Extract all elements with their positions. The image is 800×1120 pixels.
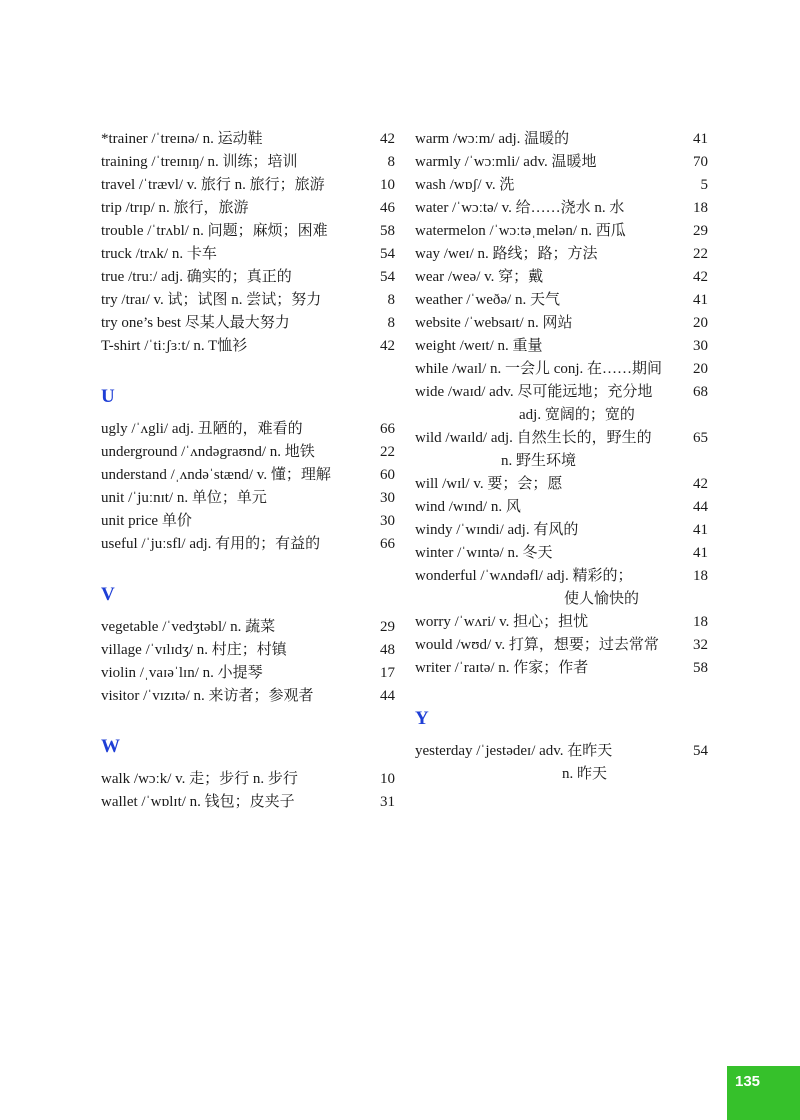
- entry-continuation: n. 野生环境: [501, 453, 577, 469]
- entry-text: ugly /ˈʌgli/ adj. 丑陋的，难看的: [101, 421, 303, 437]
- glossary-entry: [415, 496, 708, 519]
- entry-text: truck /trʌk/ n. 卡车: [101, 246, 217, 262]
- glossary-entry: [101, 791, 395, 814]
- entry-text: travel /ˈtrævl/ v. 旅行 n. 旅行；旅游: [101, 177, 325, 193]
- entry-text: wild /waɪld/ adj. 自然生长的，野生的: [415, 430, 652, 446]
- entry-text: violin /ˌvaɪəˈlɪn/ n. 小提琴: [101, 665, 263, 681]
- glossary-left-column: [101, 128, 395, 814]
- entry-text: website /ˈwebsaɪt/ n. 网站: [415, 315, 573, 331]
- t-entries-list: [101, 128, 395, 358]
- entry-page: 5: [700, 177, 708, 193]
- entry-text: try one’s best 尽某人最大努力: [101, 315, 290, 331]
- glossary-entry: [415, 312, 708, 335]
- entry-page: 68: [693, 384, 708, 400]
- entry-text: warm /wɔːm/ adj. 温暖的: [415, 131, 570, 147]
- page-number-tab: [727, 1066, 800, 1120]
- entry-text: walk /wɔːk/ v. 走；步行 n. 步行: [101, 771, 298, 787]
- entry-text: water /ˈwɔːtə/ v. 给……浇水 n. 水: [415, 200, 625, 216]
- glossary-entry: [101, 768, 395, 791]
- entry-text: trip /trɪp/ n. 旅行，旅游: [101, 200, 249, 216]
- entry-text: training /ˈtreɪnɪŋ/ n. 训练；培训: [101, 154, 298, 170]
- glossary-entry: [101, 510, 395, 533]
- entry-text: true /truː/ adj. 确实的；真正的: [101, 269, 292, 285]
- w-entries-list: [101, 768, 395, 814]
- entry-text: wonderful /ˈwʌndəfl/ adj. 精彩的；: [415, 568, 633, 584]
- glossary-entry: [415, 151, 708, 174]
- w-entries-list-right: [415, 128, 708, 381]
- glossary-entry: [101, 243, 395, 266]
- entry-page: 22: [693, 246, 708, 262]
- glossary-entry: [101, 220, 395, 243]
- u-entries-list: [101, 418, 395, 556]
- glossary-entry: [101, 266, 395, 289]
- entry-text-block: [415, 565, 691, 611]
- glossary-entry: [101, 289, 395, 312]
- glossary-entry: [101, 312, 395, 335]
- entry-text: useful /ˈjuːsfl/ adj. 有用的；有益的: [101, 536, 321, 552]
- entry-page: 18: [693, 614, 708, 630]
- section-heading-w: W: [101, 736, 120, 757]
- glossary-entry: [101, 464, 395, 487]
- glossary-entry: [101, 128, 395, 151]
- glossary-entry: [415, 128, 708, 151]
- glossary-entry: [415, 542, 708, 565]
- entry-page: 41: [693, 131, 708, 147]
- entry-page: 58: [380, 223, 395, 239]
- entry-text: worry /ˈwʌri/ v. 担心；担忧: [415, 614, 589, 630]
- v-entries-list: [101, 616, 395, 708]
- entry-text: unit /ˈjuːnɪt/ n. 单位；单元: [101, 490, 267, 506]
- entry-page: 10: [380, 177, 395, 193]
- entry-page: 66: [380, 421, 395, 437]
- glossary-entry: [101, 616, 395, 639]
- entry-page: 54: [380, 246, 395, 262]
- glossary-entry: [415, 657, 708, 680]
- entry-text: village /ˈvɪlɪdʒ/ n. 村庄；村镇: [101, 642, 287, 658]
- entry-page: 48: [380, 642, 395, 658]
- entry-page: 41: [693, 545, 708, 561]
- entry-page: 18: [693, 568, 708, 584]
- entry-page: 30: [380, 513, 395, 529]
- glossary-entry: [101, 685, 395, 708]
- glossary-entry: [101, 441, 395, 464]
- entry-page: 58: [693, 660, 708, 676]
- entry-text: unit price 单价: [101, 513, 192, 529]
- entry-text: wide /waɪd/ adv. 尽可能远地；充分地: [415, 384, 653, 400]
- entry-page: 29: [693, 223, 708, 239]
- entry-text: winter /ˈwɪntə/ n. 冬天: [415, 545, 553, 561]
- section-heading-u: U: [101, 386, 115, 407]
- w-entries-list-right-2: [415, 473, 708, 565]
- glossary-entry: [101, 533, 395, 556]
- glossary-entry: [415, 473, 708, 496]
- entry-page: 17: [380, 665, 395, 681]
- entry-page: 66: [380, 536, 395, 552]
- entry-text: understand /ˌʌndəˈstænd/ v. 懂；理解: [101, 467, 331, 483]
- glossary-entry-yesterday: [415, 740, 708, 786]
- glossary-entry: [101, 174, 395, 197]
- entry-text: writer /ˈraɪtə/ n. 作家；作者: [415, 660, 589, 676]
- entry-page: 54: [380, 269, 395, 285]
- glossary-entry: [101, 151, 395, 174]
- entry-text-block: [415, 427, 691, 473]
- entry-page: 42: [380, 131, 395, 147]
- glossary-entry: [415, 289, 708, 312]
- entry-text: trouble /ˈtrʌbl/ n. 问题；麻烦；困难: [101, 223, 328, 239]
- glossary-entry-wide: [415, 381, 708, 427]
- entry-page: 30: [693, 338, 708, 354]
- glossary-entry: [101, 639, 395, 662]
- entry-page: 42: [380, 338, 395, 354]
- entry-text: wallet /ˈwɒlɪt/ n. 钱包；皮夹子: [101, 794, 295, 810]
- entry-page: 44: [693, 499, 708, 515]
- entry-text: while /waɪl/ n. 一会儿 conj. 在……期间: [415, 361, 663, 377]
- entry-text: way /weɪ/ n. 路线；路；方法: [415, 246, 598, 262]
- entry-page: 42: [693, 476, 708, 492]
- glossary-entry: [101, 487, 395, 510]
- entry-text: will /wɪl/ v. 要；会；愿: [415, 476, 563, 492]
- entry-page: 10: [380, 771, 395, 787]
- entry-page: 20: [693, 361, 708, 377]
- entry-text: wind /wɪnd/ n. 风: [415, 499, 521, 515]
- section-heading-y: Y: [415, 708, 429, 729]
- entry-text: wear /weə/ v. 穿；戴: [415, 269, 544, 285]
- entry-text: underground /ˈʌndəgraʊnd/ n. 地铁: [101, 444, 315, 460]
- entry-page: 70: [693, 154, 708, 170]
- entry-text: weather /ˈweðə/ n. 天气: [415, 292, 560, 308]
- glossary-entry: [415, 220, 708, 243]
- entry-page: 20: [693, 315, 708, 331]
- glossary-entry: [415, 266, 708, 289]
- glossary-entry: [415, 519, 708, 542]
- entry-text: watermelon /ˈwɔːtəˌmelən/ n. 西瓜: [415, 223, 626, 239]
- glossary-entry: [415, 335, 708, 358]
- entry-page: 32: [693, 637, 708, 653]
- glossary-entry: [415, 634, 708, 657]
- glossary-entry: [415, 243, 708, 266]
- entry-page: 46: [380, 200, 395, 216]
- entry-page: 30: [380, 490, 395, 506]
- entry-text-block: [415, 740, 691, 786]
- entry-text: would /wʊd/ v. 打算，想要；过去常常: [415, 637, 659, 653]
- w-entries-list-right-3: [415, 611, 708, 680]
- glossary-right-column: [415, 128, 708, 786]
- entry-text: wash /wɒʃ/ v. 洗: [415, 177, 515, 193]
- entry-page: 54: [693, 743, 708, 759]
- glossary-entry-wild: [415, 427, 708, 473]
- entry-text: *trainer /ˈtreɪnə/ n. 运动鞋: [101, 131, 263, 147]
- entry-page: 8: [387, 292, 395, 308]
- entry-text-block: [415, 381, 691, 427]
- entry-text: weight /weɪt/ n. 重量: [415, 338, 543, 354]
- entry-page: 8: [387, 315, 395, 331]
- glossary-entry: [101, 418, 395, 441]
- entry-page: 22: [380, 444, 395, 460]
- entry-page: 29: [380, 619, 395, 635]
- glossary-entry: [101, 335, 395, 358]
- entry-continuation: 使人愉快的: [564, 591, 640, 607]
- glossary-entry: [415, 611, 708, 634]
- glossary-entry: [101, 197, 395, 220]
- entry-text: visitor /ˈvɪzɪtə/ n. 来访者；参观者: [101, 688, 314, 704]
- entry-text: windy /ˈwɪndi/ adj. 有风的: [415, 522, 579, 538]
- glossary-entry: [415, 197, 708, 220]
- entry-page: 60: [380, 467, 395, 483]
- entry-text: warmly /ˈwɔːmli/ adv. 温暖地: [415, 154, 597, 170]
- glossary-entry-wonderful: [415, 565, 708, 611]
- entry-continuation: adj. 宽阔的；宽的: [519, 407, 635, 423]
- entry-continuation: n. 昨天: [562, 766, 608, 782]
- glossary-entry: [415, 358, 708, 381]
- entry-text: T-shirt /ˈtiːʃɜːt/ n. T恤衫: [101, 338, 248, 354]
- entry-page: 8: [387, 154, 395, 170]
- entry-text: vegetable /ˈvedʒtəbl/ n. 蔬菜: [101, 619, 276, 635]
- entry-page: 44: [380, 688, 395, 704]
- entry-page: 31: [380, 794, 395, 810]
- glossary-entry: [101, 662, 395, 685]
- entry-page: 18: [693, 200, 708, 216]
- entry-text: try /traɪ/ v. 试；试图 n. 尝试；努力: [101, 292, 322, 308]
- section-heading-v: V: [101, 584, 115, 605]
- entry-page: 42: [693, 269, 708, 285]
- entry-text: yesterday /ˈjestədeɪ/ adv. 在昨天: [415, 743, 613, 759]
- glossary-entry: [415, 174, 708, 197]
- page-number: 135: [735, 1073, 761, 1090]
- entry-page: 65: [693, 430, 708, 446]
- entry-page: 41: [693, 292, 708, 308]
- entry-page: 41: [693, 522, 708, 538]
